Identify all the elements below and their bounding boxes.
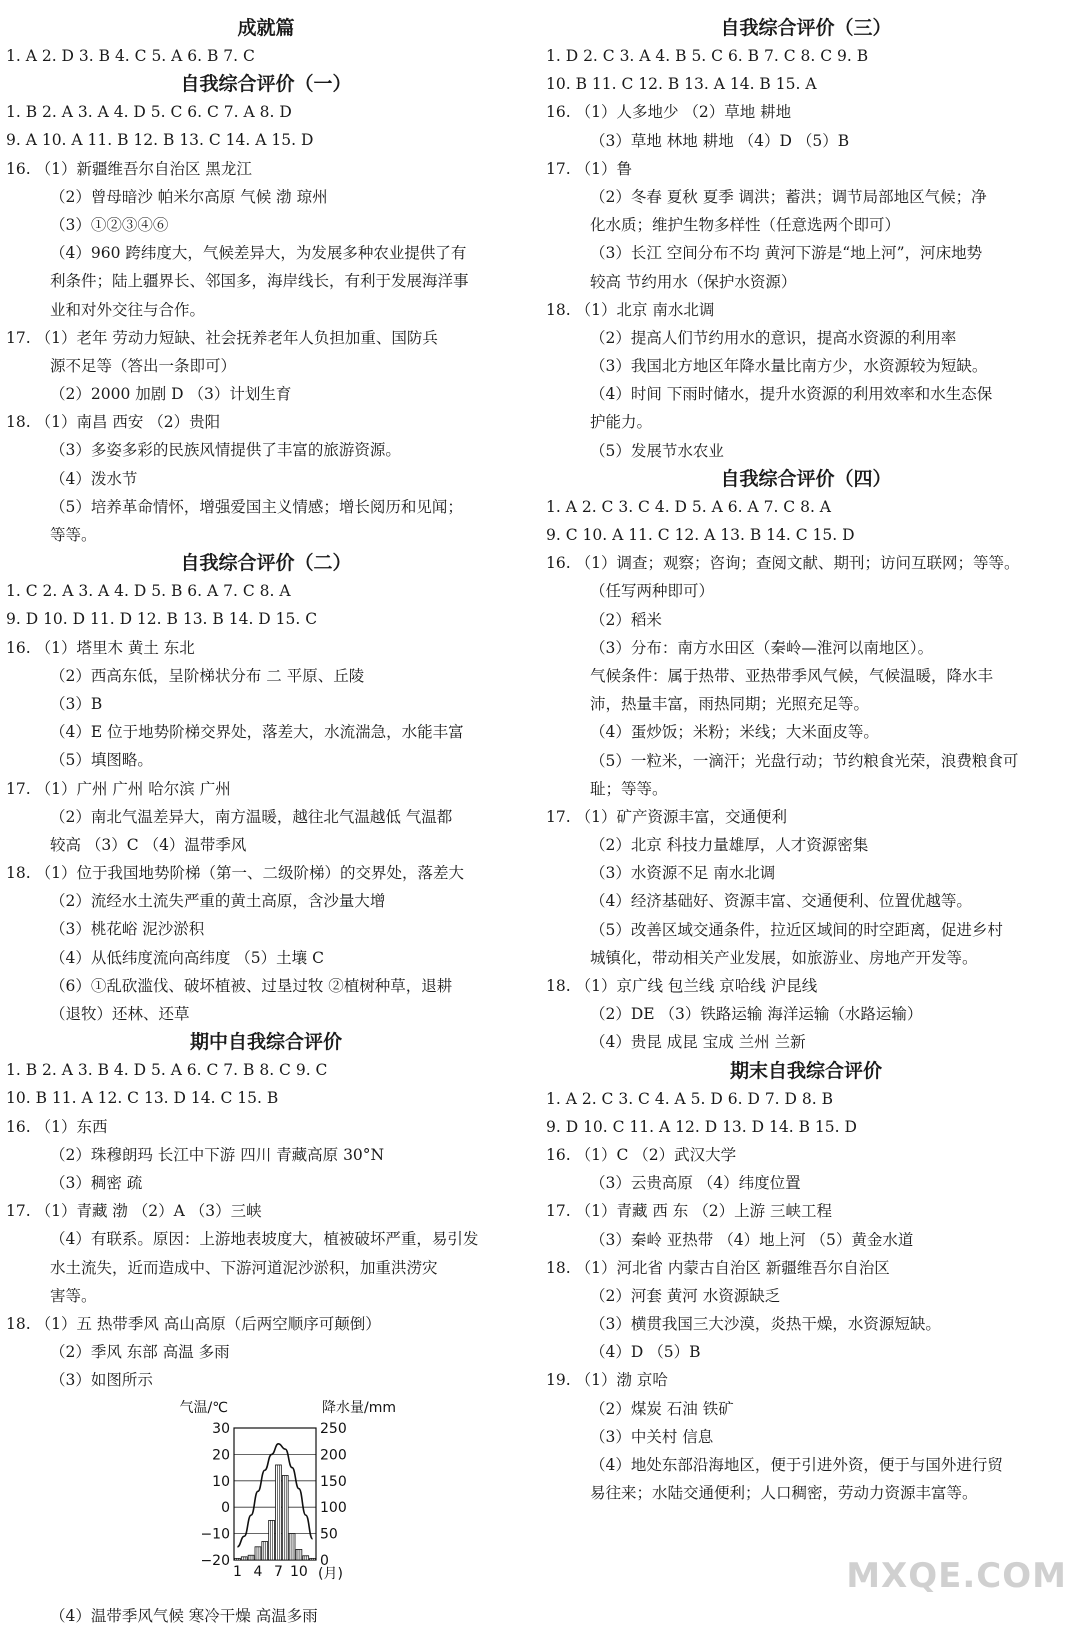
y-right-tick: 150 — [320, 1474, 347, 1491]
answer-line: （5）一粒米，一滴汗；光盘行动；节约粮食光荣，浪费粮食可 — [590, 751, 1019, 770]
y-right-tick: 0 — [320, 1553, 329, 1570]
section-heading: 期末自我综合评价 — [729, 1059, 882, 1082]
answer-line: （4）960 跨纬度大，气候差异大，为发展多种农业提供了有 — [50, 244, 467, 263]
answer-line: 9. D 10. C 11. A 12. D 13. D 14. B 15. D — [546, 1117, 857, 1136]
precip-bar — [296, 1550, 302, 1561]
precip-bar — [310, 1559, 316, 1561]
answer-line: 耻；等等。 — [590, 779, 668, 798]
precip-bar — [276, 1465, 282, 1560]
answer-line: （5）培养革命情怀，增强爱国主义情感；增长阅历和见闻； — [50, 497, 463, 516]
answer-line: 水土流失，近而造成中、下游河道泥沙淤积，加重洪涝灾 — [50, 1258, 438, 1277]
precip-bar — [282, 1476, 288, 1560]
answer-line: 17. （1）青藏 渤 （2）A （3）三峡 — [6, 1202, 262, 1221]
answer-line: 1. A 2. D 3. B 4. C 5. A 6. B 7. C — [6, 47, 255, 65]
answer-line: 17. （1）广州 广州 哈尔滨 广州 — [6, 779, 231, 798]
answer-line: （2）北京 科技力量雄厚，人才资源密集 — [590, 836, 869, 855]
section-heading: 自我综合评价（四） — [720, 467, 892, 490]
section-heading: 自我综合评价（一） — [180, 73, 352, 96]
answer-line: 16. （1）人多地少 （2）草地 耕地 — [546, 103, 792, 122]
answer-line: 18. （1）南昌 西安 （2）贵阳 — [6, 413, 221, 432]
answer-line: （2）南北气温差异大，南方温暖，越往北气温越低 气温都 — [50, 807, 453, 826]
section-heading: 期中自我综合评价 — [189, 1031, 342, 1054]
answer-line: （5）发展节水农业 — [590, 441, 724, 460]
left-column — [6, 14, 526, 1631]
answer-line: 沛，热量丰富，雨热同期；光照充足等。 — [590, 695, 870, 714]
answer-line: （2）曾母暗沙 帕米尔高原 气候 渤 琼州 — [50, 187, 328, 206]
answer-line: 18. （1）位于我国地势阶梯（第一、二级阶梯）的交界处，落差大 — [6, 864, 464, 883]
answer-line: 16. （1）新疆维吾尔自治区 黑龙江 — [6, 159, 252, 178]
y-right-tick: 200 — [320, 1447, 347, 1464]
precip-bar — [255, 1547, 261, 1560]
answer-line: （3）长江 空间分布不均 黄河下游是“地上河”，河床地势 — [590, 244, 983, 263]
x-axis-title: (月) — [318, 1566, 343, 1583]
answer-line: 1. C 2. A 3. A 4. D 5. B 6. A 7. C 8. A — [6, 582, 291, 601]
y-left-title: 气温/℃ — [179, 1400, 228, 1417]
answer-line: （3）草地 林地 耕地 （4）D （5）B — [590, 131, 850, 150]
answer-line: （4）温带季风气候 寒冷干燥 高温多雨 — [50, 1607, 318, 1626]
y-left-tick: −10 — [200, 1527, 230, 1544]
watermark: MXQE.COM — [846, 1556, 1067, 1596]
answer-line: 17. （1）鲁 — [546, 159, 632, 178]
precip-bar — [241, 1557, 247, 1560]
answer-line: （6）①乱砍滥伐、破坏植被、过垦过牧 ②植树种草，退耕 — [50, 976, 453, 995]
section-heading: 自我综合评价（二） — [180, 552, 352, 575]
answer-line: （2）冬春 夏秋 夏季 调洪；蓄洪；调节局部地区气候；净 — [590, 187, 987, 206]
answer-line: 17. （1）矿产资源丰富，交通便利 — [546, 807, 787, 826]
x-tick: 7 — [273, 1564, 283, 1581]
answer-line: 9. A 10. A 11. B 12. B 13. C 14. A 15. D — [6, 131, 314, 150]
answer-line: （4）E 位于地势阶梯交界处，落差大，水流湍急，水能丰富 — [50, 723, 464, 742]
y-left-tick: 10 — [212, 1474, 230, 1491]
answer-line: 1. A 2. C 3. C 4. A 5. D 6. D 7. D 8. B — [546, 1089, 833, 1108]
answer-line: （2）珠穆朗玛 长江中下游 四川 青藏高原 30°N — [50, 1145, 385, 1164]
answer-line: 较高 节约用水（保护水资源） — [590, 272, 797, 291]
y-right-tick: 100 — [320, 1500, 347, 1517]
answer-line: 城镇化，带动相关产业发展，如旅游业、房地产开发等。 — [590, 948, 978, 967]
answer-line: （2）2000 加剧 D （3）计划生育 — [50, 385, 292, 404]
answer-line: 18. （1）河北省 内蒙古自治区 新疆维吾尔自治区 — [546, 1258, 890, 1277]
answer-line: （3）B — [50, 694, 103, 713]
section-heading: 成就篇 — [237, 17, 295, 39]
y-right-title: 降水量/mm — [322, 1400, 396, 1417]
answer-line: （3）如图所示 — [50, 1371, 153, 1390]
precip-bar — [235, 1559, 241, 1561]
answer-line: （2）稻米 — [590, 610, 662, 629]
answer-line: （4）从低纬度流向高纬度 （5）土壤 C — [50, 948, 324, 967]
answer-line: （3）我国北方地区年降水量比南方少，水资源较为短缺。 — [590, 357, 988, 376]
y-right-tick: 250 — [320, 1421, 347, 1438]
answer-line: 化水质；维护生物多样性（任意选两个即可） — [590, 216, 901, 235]
answer-line: （4）泼水节 — [50, 469, 138, 488]
answer-line: 护能力。 — [590, 413, 653, 432]
answer-line: 16. （1）塔里木 黄土 东北 — [6, 638, 195, 657]
answer-line: 9. D 10. D 11. D 12. B 13. B 14. D 15. C — [6, 610, 318, 629]
answer-line: （5）改善区域交通条件，拉近区域间的时空距离，促进乡村 — [590, 920, 1003, 939]
answer-line: （2）流经水土流失严重的黄土高原，含沙量大增 — [50, 892, 386, 911]
answer-line: 16. （1）调查；观察；咨询；查阅文献、期刊；访问互联网；等等。 — [546, 554, 1020, 573]
precip-bar — [262, 1542, 268, 1560]
answer-line: （2）煤炭 石油 铁矿 — [590, 1399, 734, 1418]
right-column — [546, 14, 1066, 1507]
answer-line: 16. （1）C （2）武汉大学 — [546, 1145, 737, 1164]
answer-line: 业和对外交往与合作。 — [50, 300, 206, 319]
climate-chart — [6, 1394, 526, 1602]
answer-line: 18. （1）五 热带季风 高山高原（后两空顺序可颠倒） — [6, 1314, 381, 1333]
answer-line: 18. （1）京广线 包兰线 京哈线 沪昆线 — [546, 977, 818, 995]
answer-line: （3）横贯我国三大沙漠，炎热干燥，水资源短缺。 — [590, 1315, 941, 1334]
answer-line: （3）分布：南方水田区（秦岭—淮河以南地区）。 — [590, 638, 934, 657]
answer-line: （4）地处东部沿海地区，便于引进外资，便于与国外进行贸 — [590, 1456, 1003, 1474]
answer-line: （3）云贵高原 （4）纬度位置 — [590, 1174, 801, 1193]
answer-line: 16. （1）东西 — [6, 1117, 108, 1136]
answer-line: （3）水资源不足 南水北调 — [590, 864, 776, 883]
answer-line: （3）多姿多彩的民族风情提供了丰富的旅游资源。 — [50, 441, 401, 460]
y-left-tick: 0 — [221, 1500, 230, 1517]
y-left-tick: 30 — [212, 1421, 230, 1438]
answer-line: （3）秦岭 亚热带 （4）地上河 （5）黄金水道 — [590, 1230, 914, 1249]
answer-line: （3）中关村 信息 — [590, 1427, 714, 1446]
answer-line: （2）季风 东部 高温 多雨 — [50, 1343, 230, 1362]
answer-line: 害等。 — [50, 1286, 97, 1305]
precip-bar — [269, 1521, 275, 1561]
answer-line: （3）①②③④⑥ — [50, 215, 169, 234]
answer-line: （3）桃花峪 泥沙淤积 — [50, 920, 205, 939]
answer-line: （2）提高人们节约用水的意识，提高水资源的利用率 — [590, 328, 957, 347]
answer-line: 17. （1）青藏 西 东 （2）上游 三峡工程 — [546, 1202, 833, 1221]
y-left-tick: −20 — [200, 1553, 230, 1570]
answer-line: 等等。 — [50, 526, 97, 544]
temperature-curve — [237, 1444, 312, 1547]
precip-bar — [289, 1534, 295, 1560]
answer-line: （3）稠密 疏 — [50, 1173, 143, 1192]
answer-line: （4）D （5）B — [590, 1343, 701, 1362]
section-heading: 自我综合评价（三） — [720, 17, 892, 39]
climate-chart-svg — [156, 1394, 396, 1602]
answer-line: 9. C 10. A 11. C 12. A 13. B 14. C 15. D — [546, 526, 855, 544]
answer-line: （2）DE （3）铁路运输 海洋运输（水路运输） — [590, 1005, 923, 1024]
answer-line: （任写两种即可） — [590, 582, 715, 601]
answer-line: （4）经济基础好、资源丰富、交通便利、位置优越等。 — [590, 892, 972, 911]
answer-line: （退牧）还林、还草 — [50, 1005, 190, 1023]
answer-line: （5）填图略。 — [50, 751, 153, 770]
y-left-tick: 20 — [212, 1447, 230, 1464]
answer-line: 气候条件：属于热带、亚热带季风气候，气候温暖，降水丰 — [590, 666, 994, 685]
answer-line: 较高 （3）C （4）温带季风 — [50, 835, 247, 854]
answer-line: （4）时间 下雨时储水，提升水资源的利用效率和水生态保 — [590, 385, 993, 404]
answer-line: （2）西高东低，呈阶梯状分布 二 平原、丘陵 — [50, 666, 365, 685]
answer-line: （4）贵昆 成昆 宝成 兰州 兰新 — [590, 1033, 806, 1052]
answer-line: 18. （1）北京 南水北调 — [546, 300, 715, 319]
precip-bar — [248, 1556, 254, 1561]
answer-line: （4）蛋炒饭；米粉；米线；大米面皮等。 — [590, 723, 879, 742]
x-tick: 1 — [232, 1564, 242, 1581]
y-right-tick: 50 — [320, 1527, 338, 1544]
answer-line: 1. B 2. A 3. B 4. D 5. A 6. C 7. B 8. C 9. C — [6, 1061, 328, 1080]
answer-line: 源不足等（答出一条即可） — [50, 356, 237, 375]
answer-line: 1. D 2. C 3. A 4. B 5. C 6. B 7. C 8. C 9. B — [546, 47, 869, 65]
x-tick: 4 — [253, 1564, 263, 1581]
answer-line: 10. B 11. A 12. C 13. D 14. C 15. B — [6, 1089, 279, 1108]
x-tick: 10 — [290, 1564, 308, 1581]
precip-bar — [303, 1556, 309, 1560]
answer-line: 17. （1）老年 劳动力短缺、社会抚养老年人负担加重、国防兵 — [6, 328, 438, 347]
answer-line: （2）河套 黄河 水资源缺乏 — [590, 1286, 781, 1305]
answer-line: 易往来；水陆交通便利；人口稠密，劳动力资源丰富等。 — [590, 1484, 978, 1503]
answer-line: 1. B 2. A 3. A 4. D 5. C 6. C 7. A 8. D — [6, 103, 292, 122]
answer-line: 10. B 11. C 12. B 13. A 14. B 15. A — [546, 75, 817, 94]
answer-line: （4）有联系。原因：上游地表坡度大，植被破坏严重，易引发 — [50, 1230, 479, 1249]
answer-line: 19. （1）渤 京哈 — [546, 1371, 668, 1390]
answer-line: 利条件；陆上疆界长、邻国多，海岸线长，有利于发展海洋事 — [50, 272, 469, 291]
answer-line: 1. A 2. C 3. C 4. D 5. A 6. A 7. C 8. A — [546, 497, 831, 516]
